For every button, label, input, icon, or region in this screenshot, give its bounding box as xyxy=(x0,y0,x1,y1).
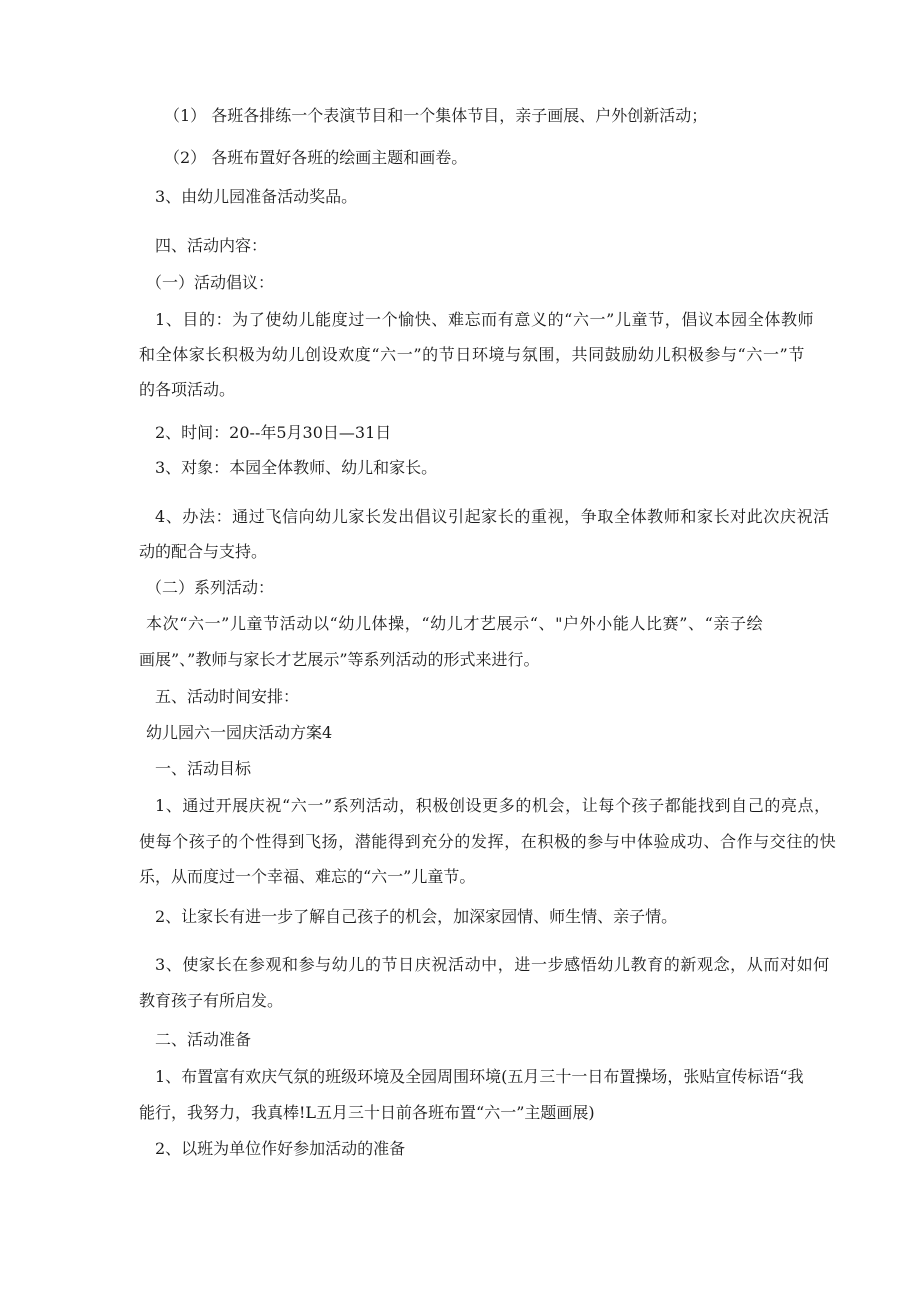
section-heading: 二、活动准备 xyxy=(155,1030,252,1049)
text-line: （1） 各班各排练一个表演节目和一个集体节目，亲子画展、户外创新活动； xyxy=(164,106,708,125)
document-title: 幼儿园六一园庆活动方案4 xyxy=(146,723,333,742)
text-line: 2、时间：20--年5月30日—31日 xyxy=(155,423,392,442)
text-line: 画展”、”教师与家长才艺展示”等系列活动的形式来进行。 xyxy=(139,650,540,669)
text-line: 动的配合与支持。 xyxy=(139,542,268,561)
text-line: 1、布置富有欢庆气氛的班级环境及全园周围环境(五月三十一日布置操场，张贴宣传标语“我 xyxy=(155,1067,804,1086)
text-line: 3、对象：本园全体教师、幼儿和家长。 xyxy=(155,458,438,477)
text-line: 乐，从而度过一个幸福、难忘的“六一”儿童节。 xyxy=(139,867,476,886)
text-line: 和全体家长积极为幼儿创设欢度“六一”的节日环境与氛围，共同鼓励幼儿积极参与“六一”节 xyxy=(139,345,805,364)
section-heading: 一、活动目标 xyxy=(155,759,252,778)
text-line: 本次“六一”儿童节活动以“幼儿体操，“幼儿才艺展示“、"户外小能人比赛”、“亲子绘 xyxy=(146,614,764,633)
text-line: 3、使家长在参观和参与幼儿的节日庆祝活动中，进一步感悟幼儿教育的新观念，从而对如何 xyxy=(155,955,830,974)
text-line: 的各项活动。 xyxy=(139,380,236,399)
text-line: 使每个孩子的个性得到飞扬，潜能得到充分的发挥，在积极的参与中体验成功、合作与交往的快 xyxy=(139,832,837,851)
text-line: 1、目的：为了使幼儿能度过一个愉快、难忘而有意义的“六一”儿童节，倡议本园全体教师 xyxy=(155,310,815,329)
text-line: 教育孩子有所启发。 xyxy=(139,991,284,1010)
text-line: 2、以班为单位作好参加活动的准备 xyxy=(155,1139,406,1158)
text-line: 2、让家长有进一步了解自己孩子的机会，加深家园情、师生情、亲子情。 xyxy=(155,907,678,926)
subsection-heading: （一）活动倡议： xyxy=(146,273,275,292)
subsection-heading: （二）系列活动： xyxy=(146,578,275,597)
text-line: 4、办法：通过飞信向幼儿家长发出倡议引起家长的重视，争取全体教师和家长对此次庆祝活 xyxy=(155,507,830,526)
section-heading: 五、活动时间安排： xyxy=(155,687,300,706)
text-line: 3、由幼儿园准备活动奖品。 xyxy=(155,187,358,206)
section-heading: 四、活动内容： xyxy=(155,236,268,255)
text-line: 能行，我努力，我真棒!L五月三十日前各班布置“六一”主题画展) xyxy=(139,1103,595,1122)
text-line: 1、通过开展庆祝“六一”系列活动，积极创设更多的机会，让每个孩子都能找到自己的亮点， xyxy=(155,796,831,815)
text-line: （2） 各班布置好各班的绘画主题和画卷。 xyxy=(164,148,468,167)
